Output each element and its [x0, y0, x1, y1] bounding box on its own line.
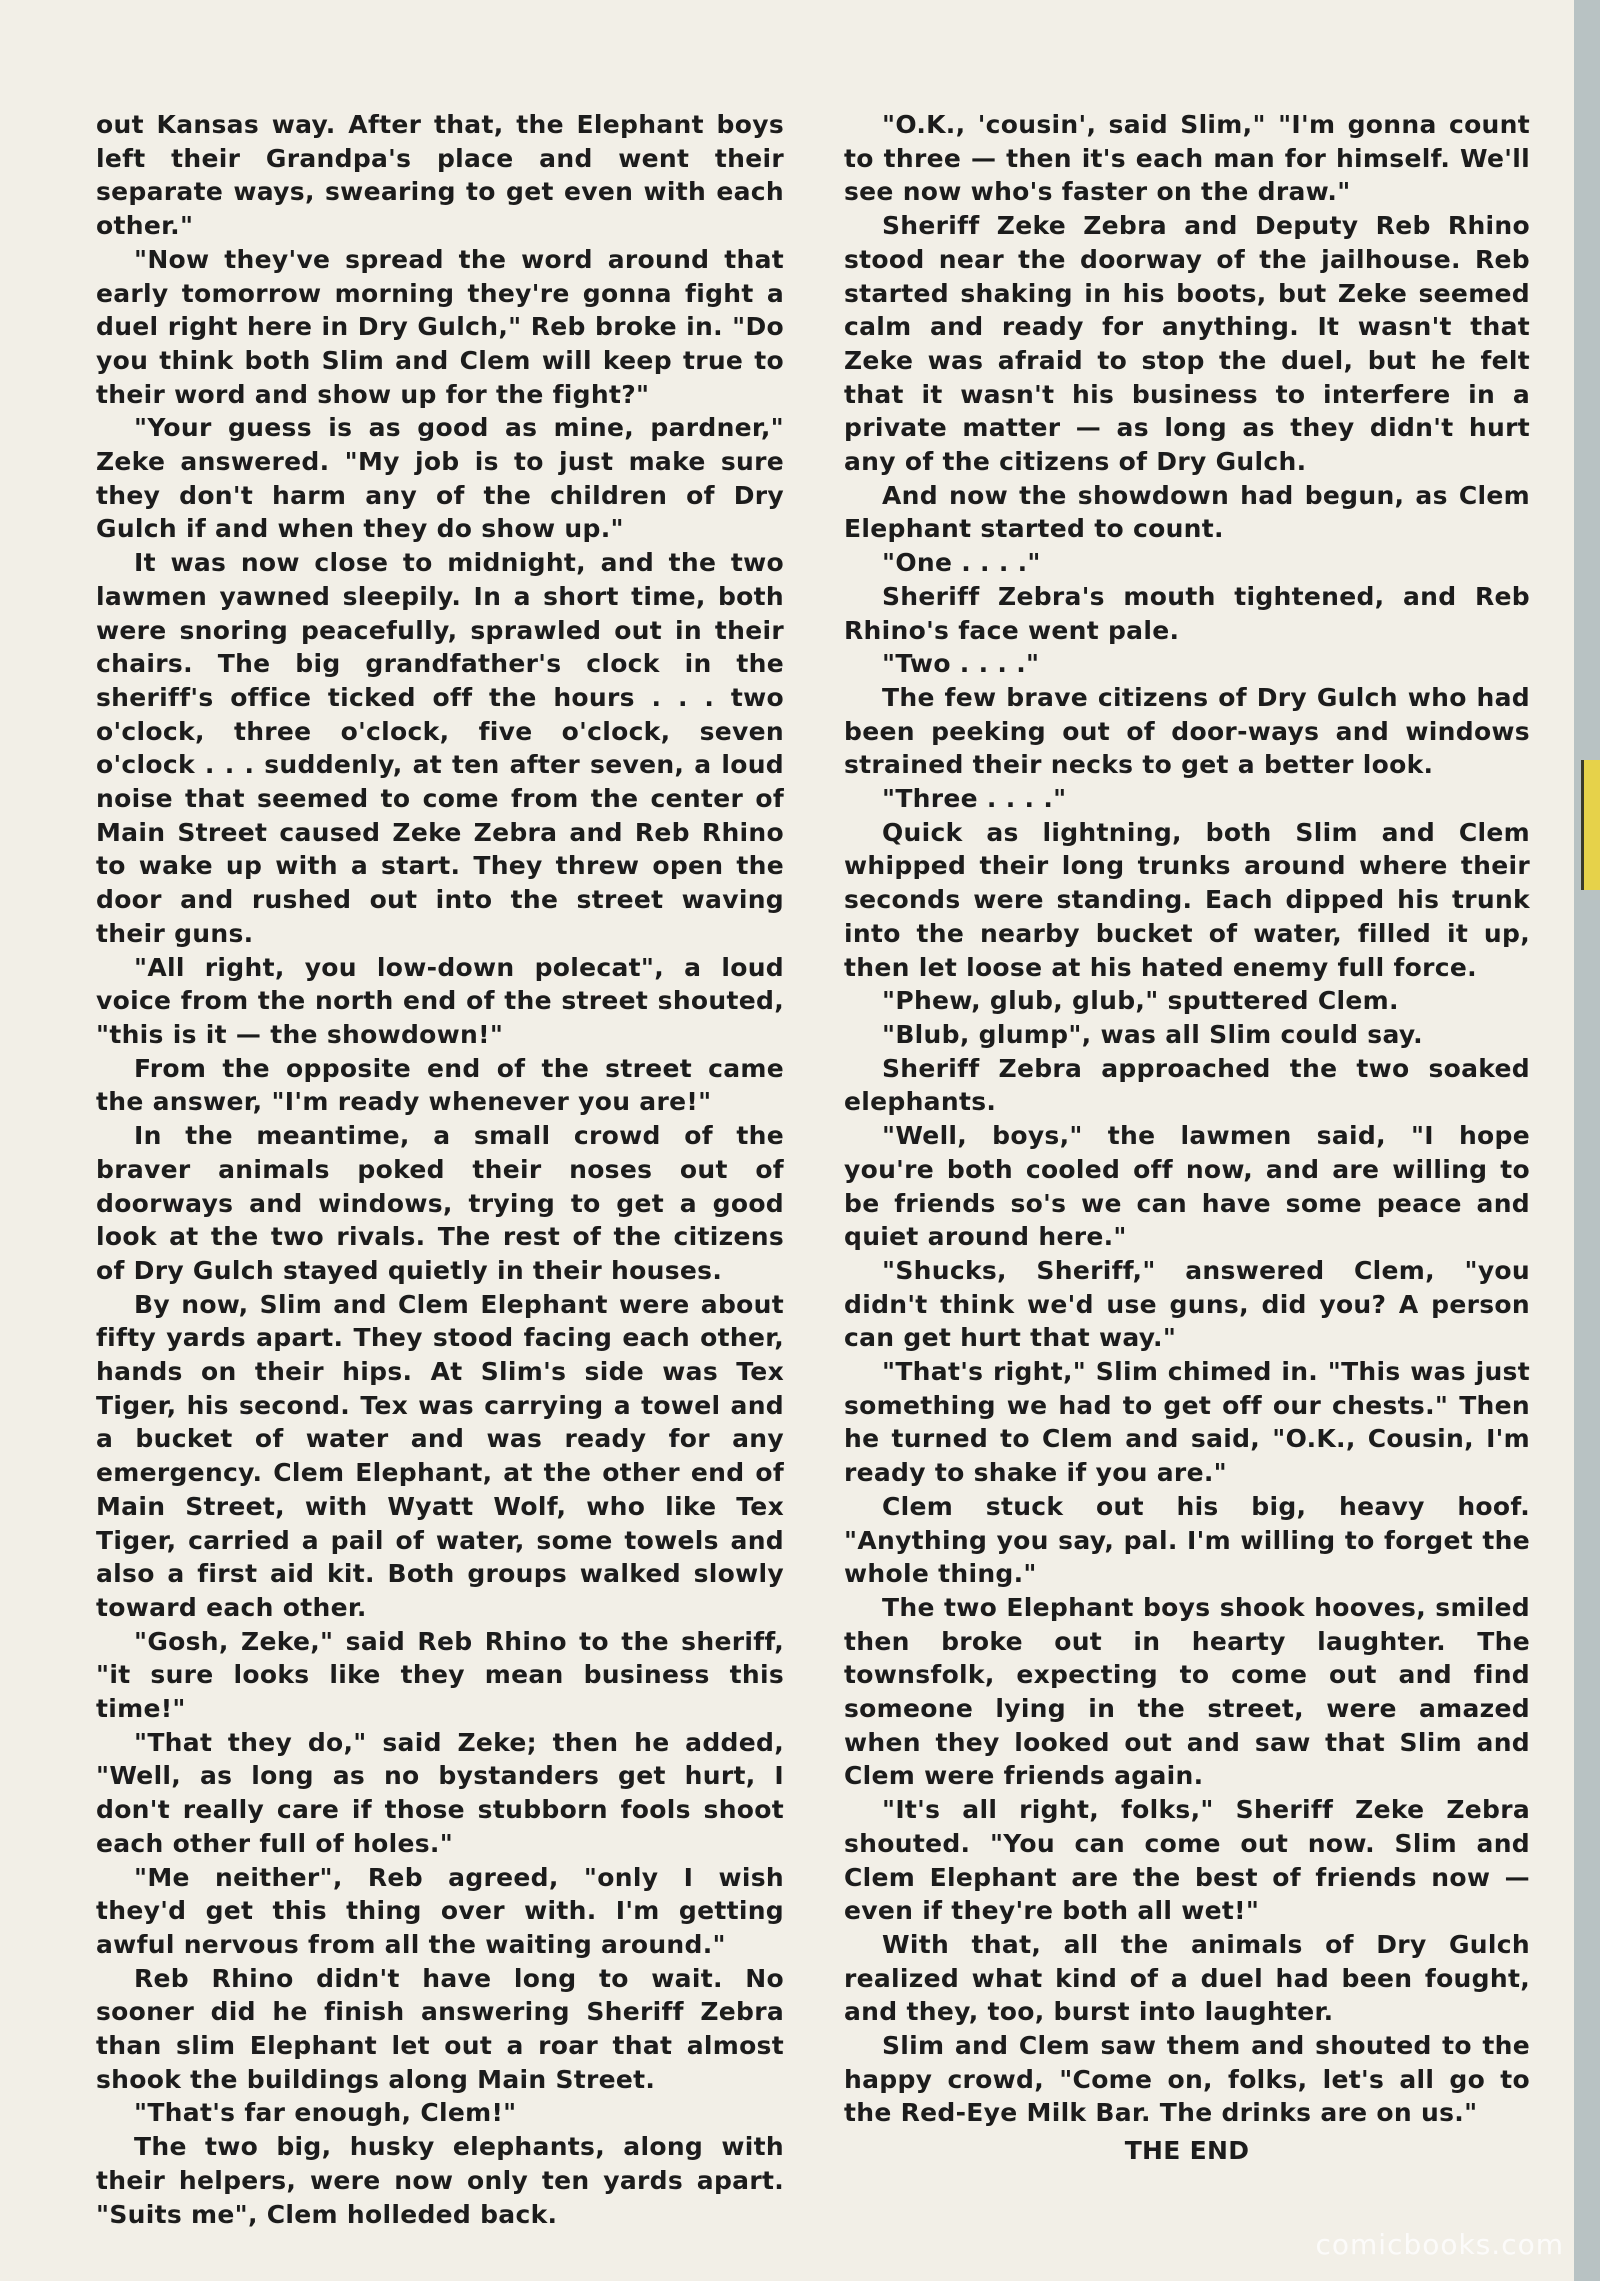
- paragraph: From the opposite end of the street came the answer, "I'm ready whenever you are!": [96, 1053, 784, 1117]
- paragraph: Sheriff Zebra approached the two soaked elephants.: [844, 1053, 1530, 1117]
- paragraph: Slim and Clem saw them and shouted to the happy crowd, "Come on, folks, let's all go to the Red-Eye Milk Bar. The drinks are on us.": [844, 2031, 1530, 2128]
- paragraph: The two big, husky elephants, along with their helpers, were now only ten yards apart. "Suits me", Clem holleded back.: [96, 2132, 784, 2229]
- paragraph: Quick as lightning, both Slim and Clem whipped their long trunks around where their seconds were standing. Each dipped his trunk into the nearby bucket of water, filled it up, then let loose at his hated enemy full force.: [844, 817, 1530, 982]
- paragraph: Sheriff Zebra's mouth tightened, and Reb Rhino's face went pale.: [844, 581, 1530, 645]
- paragraph: "Three . . . .": [882, 784, 1067, 814]
- paragraph: "Now they've spread the word around that early tomorrow morning they're gonna fight a duel right here in Dry Gulch," Reb broke in. "Do you think both Slim and Clem will keep true to their word and show up for the fight?": [96, 244, 784, 409]
- paragraph: "Shucks, Sheriff," answered Clem, "you didn't think we'd use guns, did you? A person can get hurt that way.": [844, 1255, 1530, 1353]
- paragraph: "Phew, glub, glub," sputtered Clem.: [882, 986, 1399, 1016]
- paragraph: "Gosh, Zeke," said Reb Rhino to the sheriff, "it sure looks like they mean business this time!": [96, 1626, 784, 1724]
- paragraph: Reb Rhino didn't have long to wait. No sooner did he finish answering Sheriff Zebra than slim Elephant let out a roar that almost shook the buildings along Main Street.: [96, 1963, 784, 2094]
- paragraph: "That's far enough, Clem!": [134, 2098, 517, 2128]
- paragraph: "Me neither", Reb agreed, "only I wish they'd get this thing over with. I'm getting awful nervous from all the waiting around.": [96, 1862, 784, 1959]
- paragraph: "One . . . .": [882, 548, 1041, 578]
- adjacent-page-marker: [1581, 760, 1600, 890]
- paragraph: out Kansas way. After that, the Elephant boys left their Grandpa's place and went their separate ways, swearing to get even with each other.": [96, 110, 784, 241]
- paragraph: "Well, boys," the lawmen said, "I hope you're both cooled off now, and are willing to be friends so's we can have some peace and quiet around here.": [844, 1121, 1530, 1252]
- paragraph: With that, all the animals of Dry Gulch realized what kind of a duel had been fought, and they, too, burst into laughter.: [844, 1929, 1530, 2027]
- paragraph: In the meantime, a small crowd of the braver animals poked their noses out of doorways and windows, trying to get a good look at the two rivals. The rest of the citizens of Dry Gulch stayed quietly in their houses.: [96, 1121, 784, 1285]
- paragraph: "Blub, glump", was all Slim could say.: [882, 1019, 1423, 1049]
- paragraph: "Your guess is as good as mine, pardner," Zeke answered. "My job is to just make sure they don't harm any of the children of Dry Gulch if and when they do show up.": [96, 413, 784, 544]
- paragraph: The two Elephant boys shook hooves, smiled then broke out in hearty laughter. The townsfolk, expecting to come out and find someone lying in the street, were amazed when they looked out and saw that Slim and Clem were friends again.: [844, 1592, 1530, 1791]
- paragraph: "All right, you low-down polecat", a loud voice from the north end of the street shouted, "this is it — the showdown!": [96, 952, 784, 1049]
- page-right-edge: [1574, 0, 1600, 2281]
- left-text-column: [96, 108, 784, 2231]
- paragraph: "O.K., 'cousin', said Slim," "I'm gonna count to three — then it's each man for himself. We'll see now who's faster on the draw.": [844, 110, 1530, 207]
- paragraph: The few brave citizens of Dry Gulch who had been peeking out of door-ways and windows strained their necks to get a better look.: [844, 682, 1530, 780]
- paragraph: "That they do," said Zeke; then he added, "Well, as long as no bystanders get hurt, I don't really care if those stubborn fools shoot each other full of holes.": [96, 1727, 784, 1858]
- paragraph: It was now close to midnight, and the two lawmen yawned sleepily. In a short time, both were snoring peacefully, sprawled out in their chairs. The big grandfather's clock in the sheriff's office ticked off the hours . . . two o'clock, three o'clock, five o'clock, seven o'clock . . . suddenly, at ten after seven, a loud noise that seemed to come from the center of Main Street caused Zeke Zebra and Reb Rhino to wake up with a start. They threw open the door and rushed out into the street waving their guns.: [96, 548, 784, 948]
- paragraph: Clem stuck out his big, heavy hoof. "Anything you say, pal. I'm willing to forget the whole thing.": [844, 1491, 1530, 1589]
- paragraph: "It's all right, folks," Sheriff Zeke Zebra shouted. "You can come out now. Slim and Clem Elephant are the best of friends now — even if they're both all wet!": [844, 1795, 1530, 1926]
- paragraph: Sheriff Zeke Zebra and Deputy Reb Rhino stood near the doorway of the jailhouse. Reb started shaking in his boots, but Zeke seemed calm and ready for anything. It wasn't that Zeke was afraid to stop the duel, but he felt that it wasn't his business to interfere in a private matter — as long as they didn't hurt any of the citizens of Dry Gulch.: [844, 211, 1530, 477]
- watermark: comicbooks.com: [1315, 2228, 1564, 2261]
- right-text-column: [844, 108, 1530, 2168]
- paragraph: And now the showdown had begun, as Clem Elephant started to count.: [844, 480, 1530, 544]
- the-end-label: THE END: [1124, 2136, 1250, 2166]
- paragraph: "That's right," Slim chimed in. "This was just something we had to get off our chests." Then he turned to Clem and said, "O.K., Cousin, I'm ready to shake if you are.": [844, 1357, 1530, 1488]
- paragraph: By now, Slim and Clem Elephant were about fifty yards apart. They stood facing each other, hands on their hips. At Slim's side was Tex Tiger, his second. Tex was carrying a towel and a bucket of water and was ready for any emergency. Clem Elephant, at the other end of Main Street, with Wyatt Wolf, who like Tex Tiger, carried a pail of water, some towels and also a first aid kit. Both groups walked slowly toward each other.: [96, 1289, 784, 1622]
- paragraph: "Two . . . .": [882, 649, 1040, 679]
